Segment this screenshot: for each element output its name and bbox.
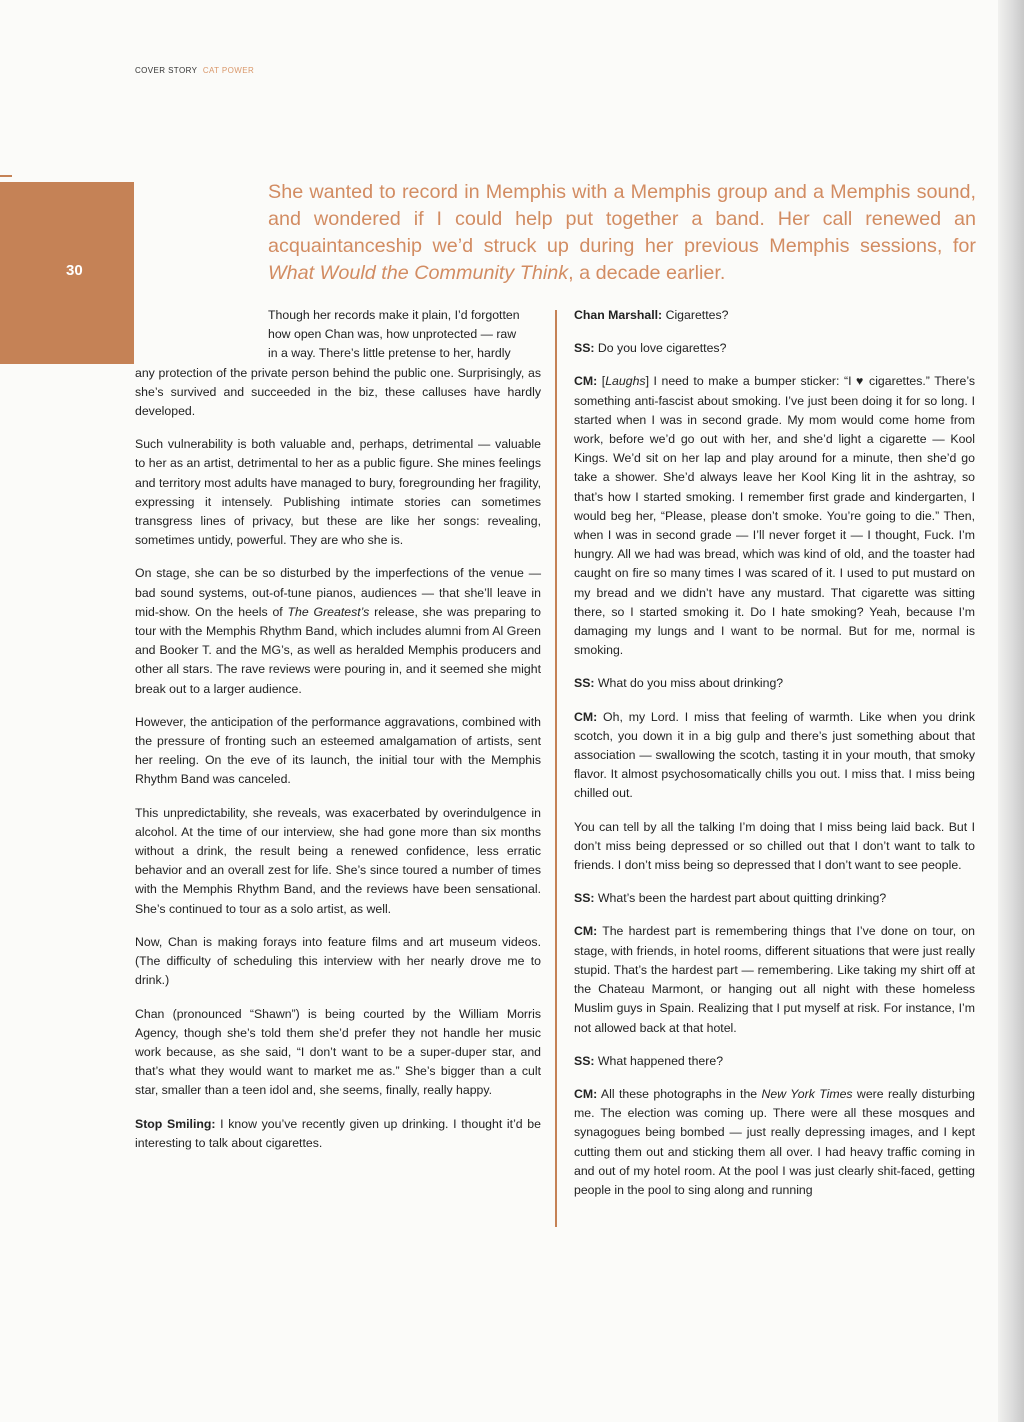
p3-end: release, she was preparing to tour with the Memphis Rhythm Band, which includes alumni from Al Green and Booker T. and the MG’s, as well as heralded Memphis producers and other all stars. The rave reviews were pouring in, and it seemed she might break out to a larger audience.: [135, 604, 541, 696]
question-text: Do you love cigarettes?: [594, 341, 727, 356]
question-3: [574, 674, 975, 693]
answer-3: [574, 708, 975, 804]
speaker-label: SS:: [574, 676, 595, 691]
body-paragraph-4: However, the anticipation of the performance aggravations, combined with the pressure of fronting such an esteemed amalgamation of artists, sent her reeling. On the eve of its launch, the initial tour with the Memphis Rhythm Band was canceled.: [135, 714, 541, 787]
intro-line-2: how open Chan was, how unprotected — raw: [268, 327, 517, 342]
pull-quote-album-title: What Would the Community Think: [268, 262, 569, 284]
pull-quote-end: , a decade earlier.: [568, 262, 726, 284]
answer-text: ] I need to make a bumper sticker: “I: [645, 374, 857, 389]
laughs-note: Laughs: [605, 374, 646, 389]
answer-4: [574, 922, 975, 1037]
body-paragraph-2: Such vulnerability is both valuable and, perhaps, detrimental — valuable to her as an artist, detrimental to her as a public figure. She mines feelings and territory most adults have managed to bury, foregrounding her fragility, expressing it intensely. Publishing intimate stories can sometimes transgress lines of privacy, but these are like her songs: revealing, sometimes untidy, powerful. They are who she is.: [135, 437, 541, 548]
question-5: [574, 1052, 975, 1071]
p3-album-title: The Greatest’s: [287, 604, 370, 619]
pull-quote-text: She wanted to record in Memphis with a Memphis group and a Memphis sound, and wondered if I could help put together a band. Her call renewed an acquaintanceship we’d struck up during her previous Memphis sessions, for: [268, 181, 976, 257]
answer-text: cigarettes.” There’s something anti-fascist about smoking. I’ve just been doing it for so long. I started when I was in second grade. My mom would come home from work, before we’d go out with her, and she’d light a cigarette — Kool Kings. We’d sit on her lap and play around for a minute, then she’d go take a shower. She’d always leave her Kool King lit in the ashtray, so that’s how I started smoking. I remember first grade and kindergarten, I would beg her, “Please, please don’t smoke. You’re going to die.” Then, when I was in second grade — I’ll never forget it — I thought, Fuck. I’m hungry. All we had was bread, which was kind of old, and the toaster had caught on fire so many times I was scared of it. I used to put mustard on my bread and we didn’t have any mustard. That cigarette was sitting there, so I started smoking it. Do I hate smoking? Yeah, because I’m damaging my lungs and I want to be normal. But for me, normal is smoking.: [574, 374, 975, 658]
answer-text: Cigarettes?: [662, 308, 729, 322]
body-paragraph-7: Chan (pronounced “Shawn”) is being courted by the William Morris Agency, though she’s told them she’d prefer they not handle her music work because, as she said, “I don’t want to be a super-duper star, and that’s what they would want to market me as.” She’s bigger than a cult star, smaller than a teen idol and, she seems, finally, really happy.: [135, 1006, 541, 1098]
page-edge-shadow: [998, 0, 1024, 1422]
body-paragraph-6: Now, Chan is making forays into feature films and art museum videos. (The difficulty of scheduling this interview with her nearly drove me to drink.): [135, 934, 541, 988]
answer-3-continued: You can tell by all the talking I’m doing that I miss being laid back. But I don’t miss being depressed or so chilled out that I don’t want to talk to friends. I don’t miss being so depressed that I don’t want to see people.: [574, 819, 975, 873]
question-text: What’s been the hardest part about quitting drinking?: [594, 891, 887, 906]
column-divider: [555, 310, 557, 1227]
accent-rule: [0, 175, 12, 177]
answer-text-continued: were really disturbing me. The election was coming up. There were all these mosques and synagogues being bombed — just really depressing images, and I kept cutting them out and sticking them all over. I had heavy traffic coming in and out of my hotel room. At the pool I was just clearly shit-faced, getting people in the pool to sing along and running: [574, 1086, 976, 1197]
answer-text: The hardest part is remembering things that I’ve done on tour, on stage, with friends, in hotel rooms, different situations that were just really stupid. That’s the hardest part — remembering. Like taking my shirt off at the Chateau Marmont, or hanging out all night with these homeless Muslim guys in Spain. Realizing that I put myself at risk. For instance, I’m not allowed back at that hotel.: [574, 924, 975, 1035]
header-section: COVER STORY: [135, 66, 198, 75]
body-paragraph-5: This unpredictability, she reveals, was exacerbated by overindulgence in alcohol. At the time of our interview, she had gone more than six months without a drink, the result being a renewed confidence, less erratic behavior and an overall zest for life. She’s since toured a number of times with the Memphis Rhythm Band, and the reviews have been sensational. She’s continued to tour as a solo artist, as well.: [135, 805, 541, 916]
bracket-open: [: [597, 374, 606, 389]
newspaper-title: New York Times: [761, 1086, 853, 1101]
answer-5: [574, 1085, 975, 1200]
intro-line-1: Though her records make it plain, I’d forgotten: [268, 308, 520, 322]
intro-line-3: in a way. There’s little pretense to her, hardly: [268, 346, 511, 361]
page-number: 30: [66, 262, 83, 279]
header-topic: CAT POWER: [202, 66, 255, 75]
running-header: [135, 66, 254, 75]
body-paragraph-3: [135, 564, 541, 698]
answer-text: All these photographs in the: [597, 1086, 762, 1101]
left-column: [135, 306, 541, 1167]
speaker-label: CM:: [574, 374, 598, 389]
question-text: What happened there?: [594, 1053, 724, 1068]
intro-rest: any protection of the private person behind the public one. Surprisingly, as she’s survived and succeeded in the biz, these calluses have hardly developed.: [135, 365, 541, 419]
speaker-label: Stop Smiling:: [135, 1116, 216, 1131]
interview-start: [135, 1115, 541, 1153]
question-4: [574, 889, 975, 908]
pull-quote: [268, 179, 976, 287]
question-2: [574, 339, 975, 358]
speaker-label: SS:: [574, 1053, 595, 1068]
right-column: [574, 306, 975, 1214]
speaker-label: CM:: [574, 924, 598, 939]
answer-text: Oh, my Lord. I miss that feeling of warmth. Like when you drink scotch, you down it in a big gulp and there’s just something about that association — swallowing the scotch, tasting it in your mouth, that smoky flavor. It almost psychosomatically chills you out. I miss that. I miss being chilled out.: [574, 709, 975, 801]
answer-1: [574, 306, 975, 325]
speaker-label: SS:: [574, 341, 595, 356]
speaker-label: SS:: [574, 891, 595, 906]
question-text: What do you miss about drinking?: [594, 676, 784, 691]
intro-paragraph: [135, 306, 541, 421]
heart-icon: ♥: [856, 374, 865, 389]
speaker-label: CM:: [574, 1086, 598, 1101]
answer-2: [574, 372, 975, 660]
speaker-label: Chan Marshall:: [574, 308, 663, 322]
question-text: I know you’ve recently given up drinking. I thought it’d be interesting to talk about cigarettes.: [135, 1116, 541, 1150]
p3-start: On stage, she can be so disturbed by the imperfections of the venue — bad sound systems, out-of-tune pianos, audiences — that she’ll leave in mid-show. On the heels of: [135, 566, 541, 619]
speaker-label: CM:: [574, 709, 598, 724]
